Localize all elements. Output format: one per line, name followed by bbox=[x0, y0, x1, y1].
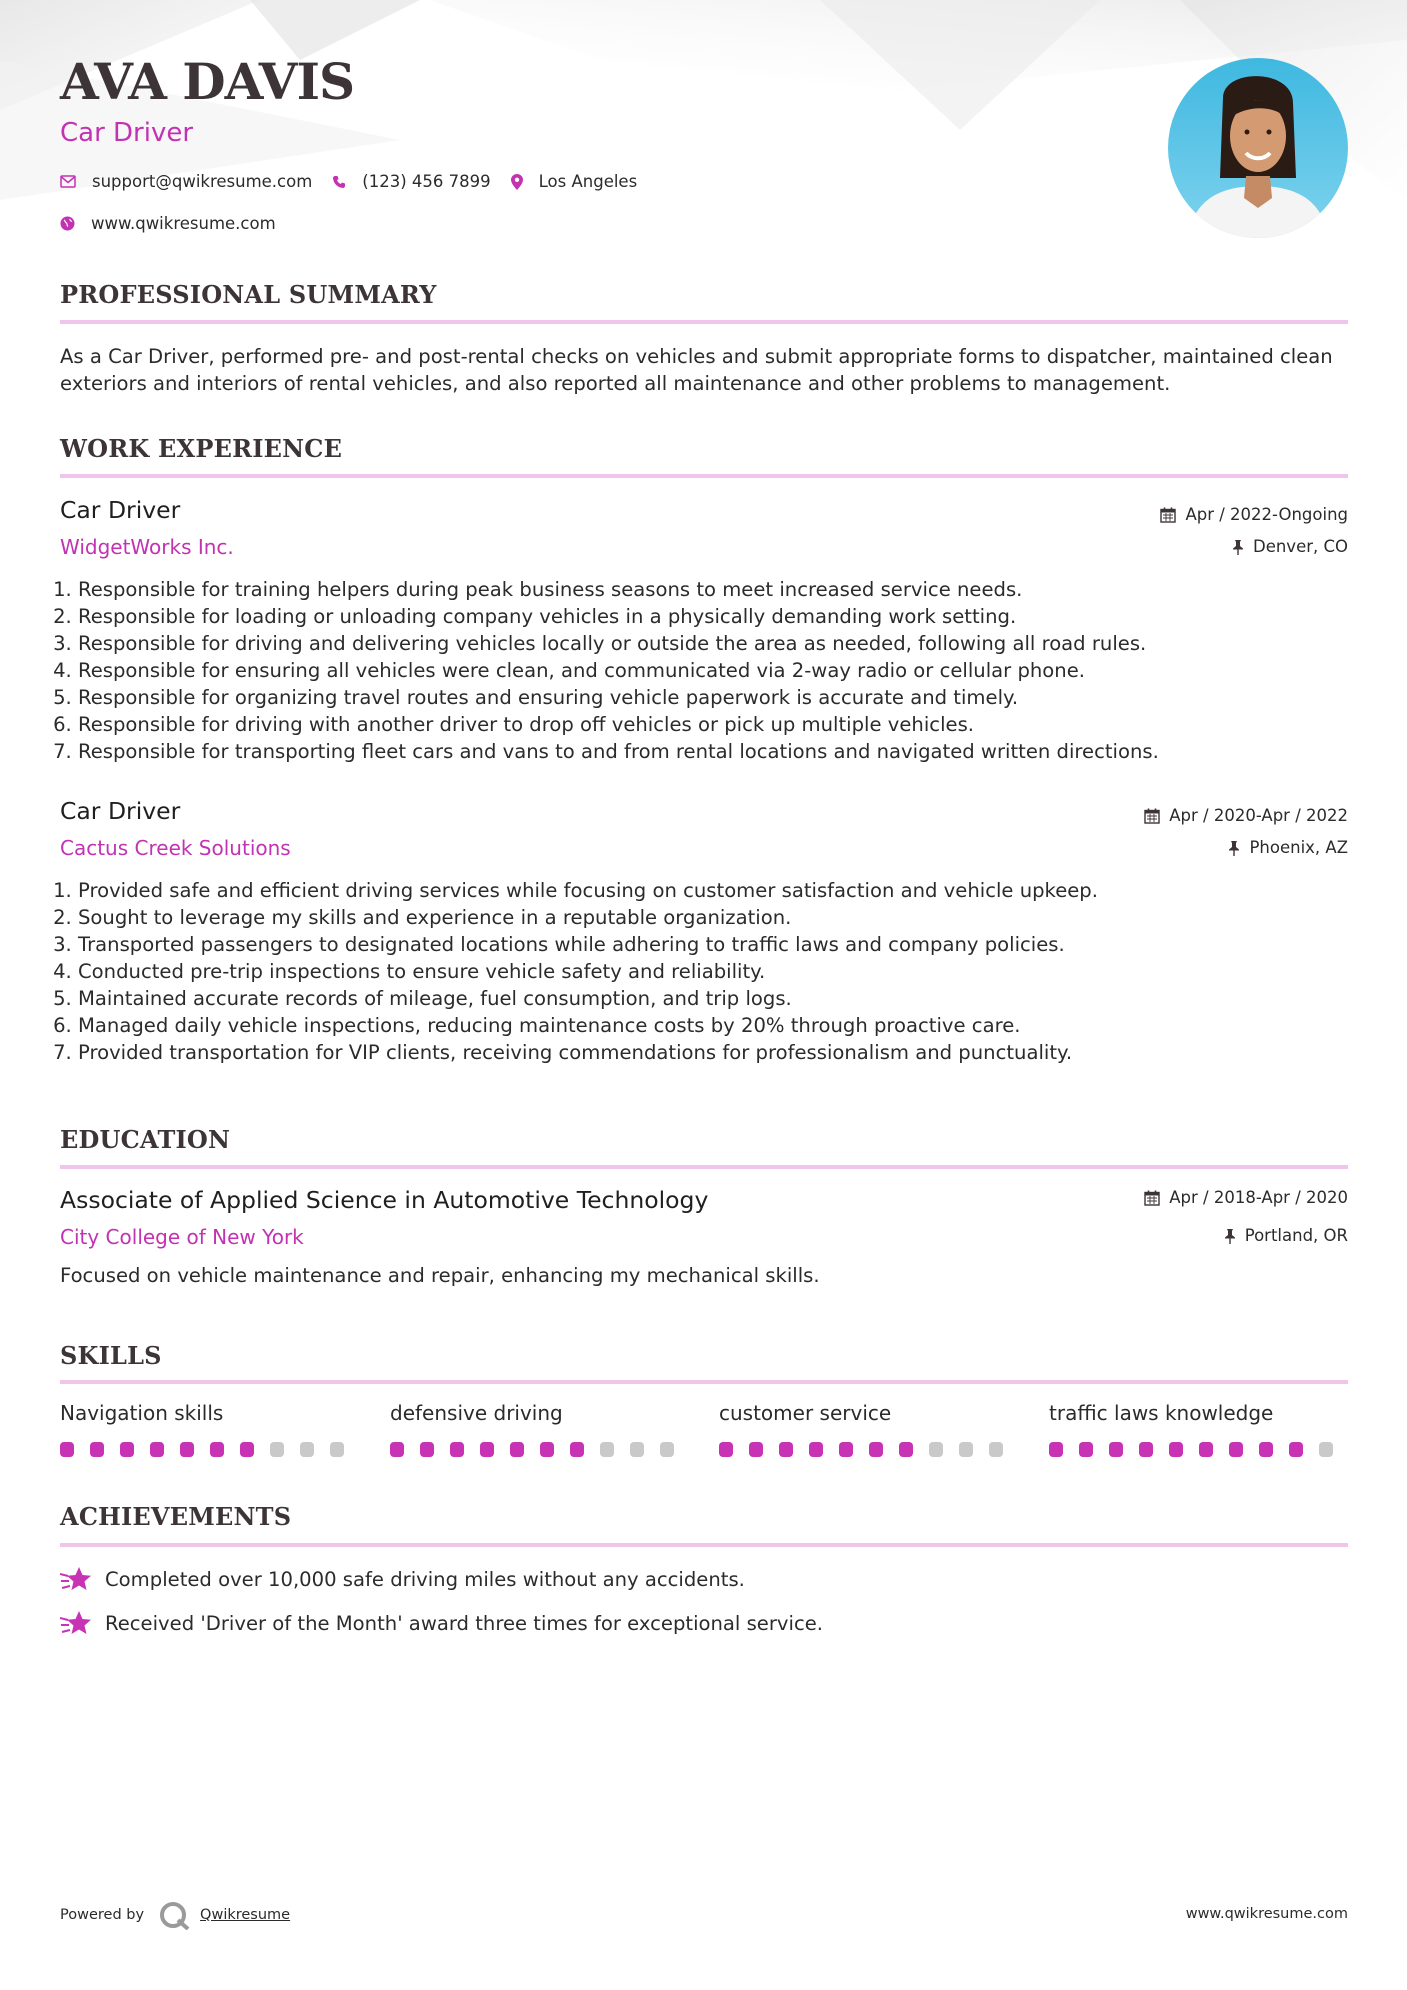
skill-dot-filled bbox=[869, 1442, 883, 1457]
skill-dot-empty bbox=[660, 1442, 674, 1457]
summary-divider bbox=[60, 320, 1348, 324]
education-location-text: Portland, OR bbox=[1244, 1226, 1348, 1245]
experience-heading: WORK EXPERIENCE bbox=[60, 434, 343, 463]
qwikresume-logo-icon bbox=[158, 1900, 192, 1930]
footer-powered-by bbox=[60, 1900, 290, 1930]
skill-dot-empty bbox=[630, 1442, 644, 1457]
skill-dot-filled bbox=[839, 1442, 853, 1457]
duty-item: 6. Responsible for driving with another driver to drop off vehicles or pick up multiple vehicles. bbox=[78, 711, 1348, 738]
skill-rating bbox=[60, 1442, 360, 1457]
duty-item: 6. Managed daily vehicle inspections, reducing maintenance costs by 20% through proactive care. bbox=[78, 1012, 1348, 1039]
skill-dot-filled bbox=[240, 1442, 254, 1457]
skill-dot-empty bbox=[989, 1442, 1003, 1457]
pushpin-icon bbox=[1232, 539, 1244, 555]
achievement-text: Received 'Driver of the Month' award three times for exceptional service. bbox=[105, 1611, 824, 1635]
email-text: support@qwikresume.com bbox=[92, 172, 313, 191]
education-dates-text: Apr / 2018-Apr / 2020 bbox=[1169, 1188, 1348, 1207]
education-degree: Associate of Applied Science in Automotive Technology bbox=[60, 1186, 709, 1214]
duty-item: 4. Conducted pre-trip inspections to ensure vehicle safety and reliability. bbox=[78, 958, 1348, 985]
education-heading: EDUCATION bbox=[60, 1125, 231, 1154]
skill-name: traffic laws knowledge bbox=[1049, 1401, 1274, 1425]
job-1-company: WidgetWorks Inc. bbox=[60, 535, 234, 559]
location-text: Los Angeles bbox=[538, 172, 638, 191]
duty-item: 2. Sought to leverage my skills and experience in a reputable organization. bbox=[78, 904, 1348, 931]
duty-item: 7. Responsible for transporting fleet cars and vans to and from rental locations and navigated written directions. bbox=[78, 738, 1348, 765]
skill-name: customer service bbox=[719, 1401, 892, 1425]
job-1-location-text: Denver, CO bbox=[1252, 537, 1348, 556]
skill-dot-filled bbox=[749, 1442, 763, 1457]
duty-item: 3. Transported passengers to designated locations while adhering to traffic laws and company policies. bbox=[78, 931, 1348, 958]
skill-dot-empty bbox=[1319, 1442, 1333, 1457]
skill-dot-filled bbox=[210, 1442, 224, 1457]
shooting-star-icon bbox=[60, 1565, 92, 1593]
email-icon bbox=[60, 175, 76, 188]
job-1-dates bbox=[1160, 505, 1348, 524]
phone-text: (123) 456 7899 bbox=[362, 172, 491, 191]
skill-dot-filled bbox=[1229, 1442, 1243, 1457]
phone-icon bbox=[332, 175, 346, 189]
experience-divider bbox=[60, 474, 1348, 478]
job-1-dates-text: Apr / 2022-Ongoing bbox=[1185, 505, 1348, 524]
job-1-location bbox=[1232, 537, 1348, 556]
duty-item: 7. Provided transportation for VIP clients, receiving commendations for professionalism and punctuality. bbox=[78, 1039, 1348, 1066]
skill-dot-filled bbox=[1109, 1442, 1123, 1457]
skill-dot-filled bbox=[150, 1442, 164, 1457]
skill-dot-filled bbox=[480, 1442, 494, 1457]
skill-item bbox=[390, 1401, 690, 1457]
skill-dot-filled bbox=[60, 1442, 74, 1457]
summary-text: As a Car Driver, performed pre- and post-rental checks on vehicles and submit appropriate forms to dispatcher, maintained clean exteriors and interiors of rental vehicles, and also reported all maintenance and other problems to management. bbox=[60, 345, 1333, 395]
duty-item: 5. Maintained accurate records of mileage, fuel consumption, and trip logs. bbox=[78, 985, 1348, 1012]
job-2-dates-text: Apr / 2020-Apr / 2022 bbox=[1169, 806, 1348, 825]
job-2-location-text: Phoenix, AZ bbox=[1249, 838, 1348, 857]
skill-item bbox=[60, 1401, 360, 1457]
skill-dot-filled bbox=[779, 1442, 793, 1457]
duty-item: 5. Responsible for organizing travel routes and ensuring vehicle paperwork is accurate and timely. bbox=[78, 684, 1348, 711]
skill-dot-filled bbox=[1139, 1442, 1153, 1457]
achievements-divider bbox=[60, 1543, 1348, 1547]
skill-dot-empty bbox=[330, 1442, 344, 1457]
skill-dot-filled bbox=[1169, 1442, 1183, 1457]
job-2-location bbox=[1228, 838, 1348, 857]
achievement-text: Completed over 10,000 safe driving miles without any accidents. bbox=[105, 1567, 745, 1591]
skill-rating bbox=[390, 1442, 690, 1457]
duty-item: 2. Responsible for loading or unloading company vehicles in a physically demanding work setting. bbox=[78, 603, 1348, 630]
duty-item: 1. Responsible for training helpers during peak business seasons to meet increased service needs. bbox=[78, 576, 1348, 603]
education-dates bbox=[1144, 1188, 1348, 1207]
profile-photo bbox=[1168, 58, 1348, 238]
skill-item bbox=[1049, 1401, 1349, 1457]
education-divider bbox=[60, 1165, 1348, 1169]
skill-dot-filled bbox=[180, 1442, 194, 1457]
skill-dot-filled bbox=[570, 1442, 584, 1457]
candidate-name: AVA DAVIS bbox=[60, 52, 355, 111]
skill-dot-filled bbox=[899, 1442, 913, 1457]
skill-dot-filled bbox=[120, 1442, 134, 1457]
skill-name: Navigation skills bbox=[60, 1401, 224, 1425]
skill-rating bbox=[1049, 1442, 1349, 1457]
avatar-illustration bbox=[1168, 58, 1348, 238]
phone-contact[interactable] bbox=[332, 172, 490, 191]
shooting-star-icon bbox=[60, 1609, 92, 1637]
pushpin-icon bbox=[1228, 840, 1240, 856]
skill-dot-filled bbox=[450, 1442, 464, 1457]
achievement-item bbox=[60, 1565, 745, 1593]
achievements-heading: ACHIEVEMENTS bbox=[60, 1502, 292, 1531]
skills-heading: SKILLS bbox=[60, 1341, 162, 1370]
education-school: City College of New York bbox=[60, 1225, 304, 1249]
skill-dot-empty bbox=[600, 1442, 614, 1457]
achievement-item bbox=[60, 1609, 823, 1637]
education-description: Focused on vehicle maintenance and repair, enhancing my mechanical skills. bbox=[60, 1264, 820, 1287]
skill-dot-empty bbox=[300, 1442, 314, 1457]
summary-heading: PROFESSIONAL SUMMARY bbox=[60, 280, 437, 309]
website-text: www.qwikresume.com bbox=[91, 214, 276, 233]
duty-item: 3. Responsible for driving and delivering vehicles locally or outside the area as needed, following all road rules. bbox=[78, 630, 1348, 657]
candidate-title: Car Driver bbox=[60, 118, 194, 148]
website-contact[interactable] bbox=[60, 214, 276, 233]
skill-dot-filled bbox=[390, 1442, 404, 1457]
skill-dot-filled bbox=[809, 1442, 823, 1457]
skill-dot-filled bbox=[1079, 1442, 1093, 1457]
skill-dot-filled bbox=[510, 1442, 524, 1457]
pushpin-icon bbox=[1224, 1228, 1236, 1244]
skill-dot-filled bbox=[1259, 1442, 1273, 1457]
skill-dot-filled bbox=[90, 1442, 104, 1457]
email-contact[interactable] bbox=[60, 172, 312, 191]
skill-dot-filled bbox=[420, 1442, 434, 1457]
skill-dot-filled bbox=[1199, 1442, 1213, 1457]
job-2-role: Car Driver bbox=[60, 797, 181, 825]
map-pin-icon bbox=[511, 174, 523, 190]
job-2-dates bbox=[1144, 806, 1348, 825]
job-1-role: Car Driver bbox=[60, 496, 181, 524]
skill-dot-filled bbox=[1289, 1442, 1303, 1457]
footer-website[interactable]: www.qwikresume.com bbox=[1185, 1906, 1348, 1922]
footer-brand-link[interactable]: Qwikresume bbox=[200, 1907, 291, 1923]
calendar-icon bbox=[1144, 808, 1160, 824]
skill-dot-filled bbox=[719, 1442, 733, 1457]
skill-dot-empty bbox=[959, 1442, 973, 1457]
skill-dot-filled bbox=[1049, 1442, 1063, 1457]
contact-row-2 bbox=[60, 214, 296, 233]
powered-by-label: Powered by bbox=[60, 1907, 145, 1923]
duty-item: 1. Provided safe and efficient driving services while focusing on customer satisfaction and vehicle upkeep. bbox=[78, 877, 1348, 904]
job-2-duties bbox=[60, 877, 1348, 1066]
skills-divider bbox=[60, 1380, 1348, 1384]
calendar-icon bbox=[1144, 1190, 1160, 1206]
calendar-icon bbox=[1160, 507, 1176, 523]
job-1-duties bbox=[60, 576, 1348, 765]
location-contact bbox=[511, 172, 638, 191]
skill-rating bbox=[719, 1442, 1019, 1457]
contact-row-1 bbox=[60, 172, 657, 191]
education-location bbox=[1224, 1226, 1348, 1245]
skill-name: defensive driving bbox=[390, 1401, 563, 1425]
skill-dot-empty bbox=[929, 1442, 943, 1457]
skill-item bbox=[719, 1401, 1019, 1457]
duty-item: 4. Responsible for ensuring all vehicles were clean, and communicated via 2-way radio or cellular phone. bbox=[78, 657, 1348, 684]
job-2-company: Cactus Creek Solutions bbox=[60, 836, 291, 860]
skill-dot-filled bbox=[540, 1442, 554, 1457]
skill-dot-empty bbox=[270, 1442, 284, 1457]
globe-icon bbox=[60, 216, 75, 231]
